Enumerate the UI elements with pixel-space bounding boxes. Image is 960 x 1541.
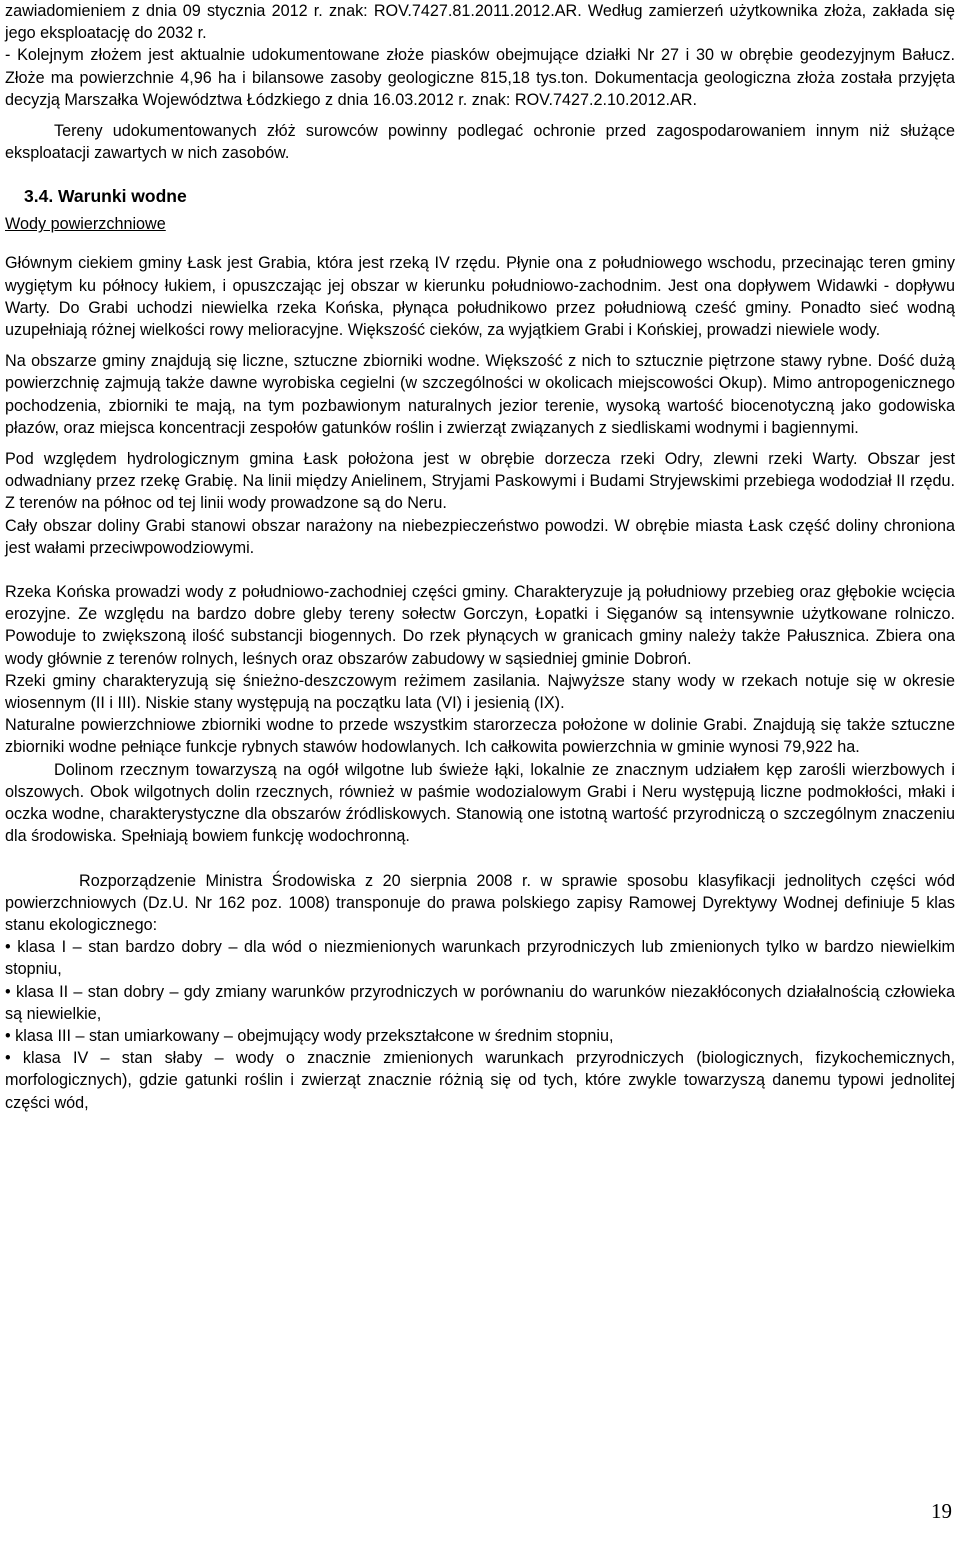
paragraph-rzeka-konska: Rzeka Końska prowadzi wody z południowo-zachodniej części gminy. Charakteryzuje ją południowy przebieg oraz głębokie wcięcia erozyjne. Ze względu na bardzo dobre gleby tereny sołectw Gorczyn, Łopatki i Sięganów są intensywnie użytkowane rolniczo. Powoduje to zwiększoną ilość substancji biogennych. Do rzek płynących w granicach gminy należy także Pałusznica. Zbiera ona wody głównie z terenów rolnych, leśnych oraz obszarów zabudowy w sąsiedniej gminie Dobroń. (5, 583, 955, 668)
paragraph-glowny-ciek: Głównym ciekiem gminy Łask jest Grabia, która jest rzeką IV rzędu. Płynie ona z południowego wschodu, przecinając teren gminy wygiętym ku północy łukiem, i opuszczając jej obszar w kierunku południowo-zachodnim. Jest ona dopływem Widawki - dopływu Warty. Do Grabi uchodzi niewielka rzeka Końska, płynąca południkowo przez południową cześć gminy. Ponadto sieć wodną uzupełniają różnej wielkości rowy melioracyjne. Większość cieków, za wyjątkiem Grabi i Końskiej, prowadzi niewiele wody. (5, 254, 955, 340)
class-list-item: • klasa III – stan umiarkowany – obejmujący wody przekształcone w średnim stopniu, (5, 1026, 614, 1045)
class-list-item: • klasa I – stan bardzo dobry – dla wód o niezmienionych warunkach przyrodniczych lub zmienionych tylko w bardzo niewielkim stopniu, (5, 938, 955, 979)
paragraph-zbiorniki-naturalne: Naturalne powierzchniowe zbiorniki wodne to przede wszystkim starorzecza położone w dolinie Grabi. Znajdują się także sztuczne zbiorniki wodne pełniące funkcje rybnych stawów hodowlanych. Ich całkowita powierzchnia w gminie wynosi 79,922 ha. (5, 716, 955, 757)
class-list-item: • klasa IV – stan słaby – wody o znacznie zmienionych warunkach przyrodniczych (biologicznych, fizykochemicznych, morfologicznych), gdzie gatunki roślin i zwierząt znacznie różnią się od tych, które zwykle towarzyszą danemu typowi jednolitej części wód, (5, 1049, 955, 1112)
class-list-item: • klasa II – stan dobry – gdy zmiany warunków przyrodniczych w porównaniu do warunków niezakłóconych działalnością człowieka są niewielkie, (5, 982, 955, 1023)
paragraph-rozporzadzenie: Rozporządzenie Ministra Środowiska z 20 sierpnia 2008 r. w sprawie sposobu klasyfikacji jednolitych części wód powierzchniowych (Dz.U. Nr 162 poz. 1008) transponuje do prawa polskiego zapisy Ramowej Dyrektywy Wodnej definiuje 5 klas stanu ekologicznego: (5, 871, 955, 934)
document-page (5, 0, 955, 1114)
paragraph-tereny-zloz: Tereny udokumentowanych złóż surowców powinny podlegać ochronie przed zagospodarowaniem innym niż służące eksploatacji zawartych w nich zasobów. (5, 122, 955, 163)
paragraph-zbiorniki-sztuczne: Na obszarze gminy znajdują się liczne, sztuczne zbiorniki wodne. Większość z nich to sztucznie piętrzone stawy rybne. Dość dużą powierzchnię zajmują także dawne wyrobiska cegielni (w szczególności w okolicach miejscowości Okup). Mimo antropogenicznego pochodzenia, zbiorniki te mają, na tym pozbawionym naturalnych jezior terenie, wysoką wartość biocenotyczną jako godowiska płazów, oraz miejsca koncentracji zespołów gatunków roślin i zwierząt związanych z siedliskami wodnymi i bagiennymi. (5, 352, 955, 437)
section-heading: 3.4. Warunki wodne (24, 186, 187, 207)
paragraph-rezim-rzek: Rzeki gminy charakteryzują się śnieżno-deszczowym reżimem zasilania. Najwyższe stany wody w rzekach notuje się w okresie wiosennym (II i III). Niskie stany występują na początku lata (VI) i jesienią (IX). (5, 671, 955, 713)
paragraph-intro: zawiadomieniem z dnia 09 stycznia 2012 r. znak: ROV.7427.81.2011.2012.AR. Według zamierzeń użytkownika złoża, zakłada się jego eksploatację do 2032 r. (5, 2, 955, 43)
paragraph-kolejnym-zloze: - Kolejnym złożem jest aktualnie udokumentowane złoże piasków obejmujące działki Nr 27 i 30 w obrębie geodezyjnym Bałucz. Złoże ma powierzchnie 4,96 ha i bilansowe zasoby geologiczne 815,18 tys.ton. Dokumentacja geologiczna złoża została przyjęta decyzją Marszałka Województwa Łódzkiego z dnia 16.03.2012 r. znak: ROV.7427.2.10.2012.AR. (5, 46, 955, 109)
paragraph-powodz: Cały obszar doliny Grabi stanowi obszar narażony na niebezpieczeństwo powodzi. W obrębie miasta Łask część doliny chroniona jest wałami przeciwpowodziowymi. (5, 516, 955, 557)
paragraph-hydrologia: Pod względem hydrologicznym gmina Łask położona jest w obrębie dorzecza rzeki Odry, zlewni rzeki Warty. Obszar jest odwadniany przez rzekę Grabię. Na linii między Anielinem, Stryjami Paskowymi i Budami Stryjewskimi przebiega wododział II rzędu. Z terenów na północ od tej linii wody prowadzone są do Neru. (5, 450, 955, 513)
page-number: 19 (931, 1499, 952, 1523)
paragraph-doliny-rzeczne: Dolinom rzecznym towarzyszą na ogół wilgotne lub świeże łąki, lokalnie ze znacznym udziałem kęp zarośli wierzbowych i olszowych. Obok wilgotnych dolin rzecznych, również w paśmie wodozialowym Grabi i Neru występują liczne podmokłości, młaki i oczka wodne, charakterystyczne dla obszarów źródliskowych. Stanowią one istotną wartość przyrodniczą o szczególnym znaczeniu dla środowiska. Spełniają bowiem funkcję wodochronną. (5, 760, 955, 846)
subsection-heading: Wody powierzchniowe (5, 215, 166, 234)
